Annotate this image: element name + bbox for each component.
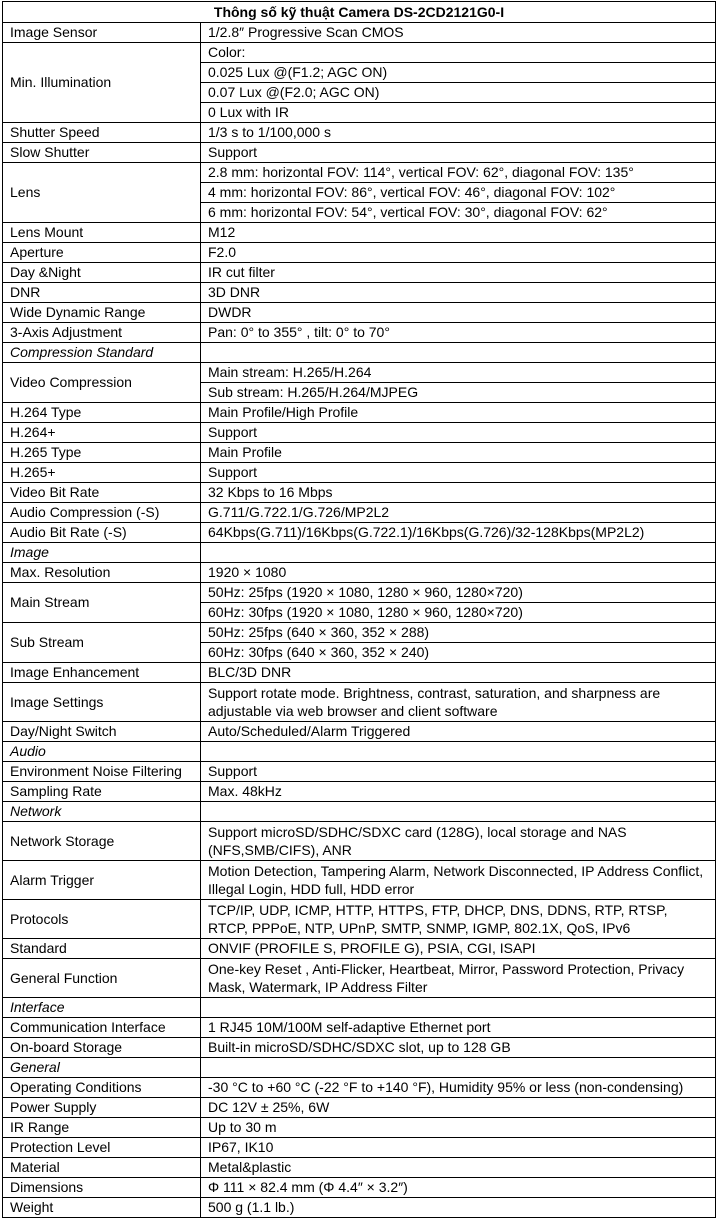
spec-row-on-board-storage [3, 1038, 716, 1058]
spec-row-network-storage [3, 822, 716, 861]
spec-value: Support [201, 762, 716, 782]
spec-value: 60Hz: 30fps (1920 × 1080, 1280 × 960, 1280×720) [201, 603, 716, 623]
spec-row-lens-mount [3, 223, 716, 243]
spec-row-h-265 [3, 463, 716, 483]
spec-value: 1/2.8″ Progressive Scan CMOS [201, 23, 716, 43]
spec-label: Slow Shutter [3, 143, 201, 163]
spec-value: ONVIF (PROFILE S, PROFILE G), PSIA, CGI, ISAPI [201, 939, 716, 959]
spec-label: Material [3, 1158, 201, 1178]
spec-row-video-compression [3, 363, 716, 383]
spec-label: Standard [3, 939, 201, 959]
spec-label: Audio Compression (-S) [3, 503, 201, 523]
spec-table-body [3, 2, 716, 1218]
spec-value: 3D DNR [201, 283, 716, 303]
spec-value: 4 mm: horizontal FOV: 86°, vertical FOV: 46°, diagonal FOV: 102° [201, 183, 716, 203]
spec-label: Alarm Trigger [3, 861, 201, 900]
spec-value: Up to 30 m [201, 1118, 716, 1138]
spec-value: Sub stream: H.265/H.264/MJPEG [201, 383, 716, 403]
spec-value: DC 12V ± 25%, 6W [201, 1098, 716, 1118]
spec-value: Metal&plastic [201, 1158, 716, 1178]
section-label: Network [3, 802, 201, 822]
spec-row-general-function [3, 959, 716, 998]
spec-label: Wide Dynamic Range [3, 303, 201, 323]
spec-value: 50Hz: 25fps (640 × 360, 352 × 288) [201, 623, 716, 643]
spec-row-3-axis-adjustment [3, 323, 716, 343]
spec-label: 3-Axis Adjustment [3, 323, 201, 343]
spec-value: Motion Detection, Tampering Alarm, Network Disconnected, IP Address Conflict, Illegal Login, HDD full, HDD error [201, 861, 716, 900]
spec-value: Main Profile/High Profile [201, 403, 716, 423]
spec-row-h-264-type [3, 403, 716, 423]
spec-value: IP67, IK10 [201, 1138, 716, 1158]
title-row [3, 2, 716, 23]
section-label: Interface [3, 998, 201, 1018]
section-empty-cell [201, 742, 716, 762]
spec-value: Φ 111 × 82.4 mm (Φ 4.4″ × 3.2″) [201, 1178, 716, 1198]
section-empty-cell [201, 343, 716, 363]
spec-row-day-night [3, 263, 716, 283]
spec-row-image-settings [3, 683, 716, 722]
spec-label: Network Storage [3, 822, 201, 861]
spec-value: Support [201, 463, 716, 483]
spec-label: Environment Noise Filtering [3, 762, 201, 782]
spec-label: Video Bit Rate [3, 483, 201, 503]
spec-value: 0 Lux with IR [201, 103, 716, 123]
spec-value: 2.8 mm: horizontal FOV: 114°, vertical FOV: 62°, diagonal FOV: 135° [201, 163, 716, 183]
spec-row-wide-dynamic-range [3, 303, 716, 323]
spec-value: TCP/IP, UDP, ICMP, HTTP, HTTPS, FTP, DHCP, DNS, DDNS, RTP, RTSP, RTCP, PPPoE, NTP, UPnP, SMTP, SNMP, IGMP, 802.1X, QoS, IPv6 [201, 900, 716, 939]
spec-label: Aperture [3, 243, 201, 263]
spec-row-sub-stream [3, 623, 716, 643]
spec-value: Color: [201, 43, 716, 63]
spec-value: 32 Kbps to 16 Mbps [201, 483, 716, 503]
spec-label: Min. Illumination [3, 43, 201, 123]
section-label: Compression Standard [3, 343, 201, 363]
section-row-interface [3, 998, 716, 1018]
spec-row-environment-noise-filtering [3, 762, 716, 782]
spec-row-communication-interface [3, 1018, 716, 1038]
spec-row-h-264 [3, 423, 716, 443]
spec-row-max-resolution [3, 563, 716, 583]
spec-value: Auto/Scheduled/Alarm Triggered [201, 722, 716, 742]
section-row-general [3, 1058, 716, 1078]
section-row-image [3, 543, 716, 563]
spec-value: 6 mm: horizontal FOV: 54°, vertical FOV: 30°, diagonal FOV: 62° [201, 203, 716, 223]
section-empty-cell [201, 1058, 716, 1078]
spec-label: Sub Stream [3, 623, 201, 663]
spec-row-min-illumination [3, 43, 716, 63]
spec-label: H.264+ [3, 423, 201, 443]
spec-row-lens [3, 163, 716, 183]
spec-label: IR Range [3, 1118, 201, 1138]
section-empty-cell [201, 802, 716, 822]
section-row-audio [3, 742, 716, 762]
spec-row-audio-bit-rate-s [3, 523, 716, 543]
spec-value: Max. 48kHz [201, 782, 716, 802]
spec-label: DNR [3, 283, 201, 303]
section-label: General [3, 1058, 201, 1078]
spec-label: Image Sensor [3, 23, 201, 43]
spec-value: G.711/G.722.1/G.726/MP2L2 [201, 503, 716, 523]
spec-value: IR cut filter [201, 263, 716, 283]
spec-value: Support rotate mode. Brightness, contrast, saturation, and sharpness are adjustable via web browser and client software [201, 683, 716, 722]
section-empty-cell [201, 543, 716, 563]
spec-label: H.264 Type [3, 403, 201, 423]
spec-value: Support microSD/SDHC/SDXC card (128G), local storage and NAS (NFS,SMB/CIFS), ANR [201, 822, 716, 861]
spec-value: 64Kbps(G.711)/16Kbps(G.722.1)/16Kbps(G.726)/32-128Kbps(MP2L2) [201, 523, 716, 543]
section-label: Image [3, 543, 201, 563]
spec-value: 0.07 Lux @(F2.0; AGC ON) [201, 83, 716, 103]
spec-label: Day/Night Switch [3, 722, 201, 742]
spec-label: H.265+ [3, 463, 201, 483]
spec-row-material [3, 1158, 716, 1178]
spec-row-dimensions [3, 1178, 716, 1198]
spec-label: Video Compression [3, 363, 201, 403]
spec-value: F2.0 [201, 243, 716, 263]
spec-label: Lens Mount [3, 223, 201, 243]
spec-label: Communication Interface [3, 1018, 201, 1038]
spec-row-audio-compression-s [3, 503, 716, 523]
spec-value: M12 [201, 223, 716, 243]
spec-row-weight [3, 1198, 716, 1218]
spec-value: 0.025 Lux @(F1.2; AGC ON) [201, 63, 716, 83]
spec-row-power-supply [3, 1098, 716, 1118]
spec-row-protocols [3, 900, 716, 939]
spec-label: General Function [3, 959, 201, 998]
section-row-network [3, 802, 716, 822]
spec-value: One-key Reset , Anti-Flicker, Heartbeat, Mirror, Password Protection, Privacy Mask, Watermark, IP Address Filter [201, 959, 716, 998]
spec-value: Built-in microSD/SDHC/SDXC slot, up to 128 GB [201, 1038, 716, 1058]
spec-label: Protection Level [3, 1138, 201, 1158]
spec-value: 60Hz: 30fps (640 × 360, 352 × 240) [201, 643, 716, 663]
spec-row-standard [3, 939, 716, 959]
section-row-compression-standard [3, 343, 716, 363]
spec-row-image-enhancement [3, 663, 716, 683]
spec-label: Max. Resolution [3, 563, 201, 583]
spec-value: Support [201, 423, 716, 443]
spec-value: -30 °C to +60 °C (-22 °F to +140 °F), Humidity 95% or less (non-condensing) [201, 1078, 716, 1098]
spec-row-shutter-speed [3, 123, 716, 143]
spec-value: Support [201, 143, 716, 163]
spec-label: Operating Conditions [3, 1078, 201, 1098]
spec-row-dnr [3, 283, 716, 303]
spec-label: Dimensions [3, 1178, 201, 1198]
spec-label: Shutter Speed [3, 123, 201, 143]
spec-label: Audio Bit Rate (-S) [3, 523, 201, 543]
spec-label: Protocols [3, 900, 201, 939]
spec-label: Image Settings [3, 683, 201, 722]
spec-label: Lens [3, 163, 201, 223]
spec-value: 50Hz: 25fps (1920 × 1080, 1280 × 960, 1280×720) [201, 583, 716, 603]
spec-label: On-board Storage [3, 1038, 201, 1058]
spec-row-video-bit-rate [3, 483, 716, 503]
spec-value: 500 g (1.1 lb.) [201, 1198, 716, 1218]
spec-row-day-night-switch [3, 722, 716, 742]
spec-row-alarm-trigger [3, 861, 716, 900]
spec-row-h-265-type [3, 443, 716, 463]
spec-value: 1/3 s to 1/100,000 s [201, 123, 716, 143]
spec-value: Main stream: H.265/H.264 [201, 363, 716, 383]
spec-row-operating-conditions [3, 1078, 716, 1098]
spec-label: Day &Night [3, 263, 201, 283]
spec-row-main-stream [3, 583, 716, 603]
table-title: Thông số kỹ thuật Camera DS-2CD2121G0-I [3, 2, 716, 23]
spec-row-aperture [3, 243, 716, 263]
spec-row-sampling-rate [3, 782, 716, 802]
spec-label: H.265 Type [3, 443, 201, 463]
spec-label: Power Supply [3, 1098, 201, 1118]
spec-label: Weight [3, 1198, 201, 1218]
spec-row-image-sensor [3, 23, 716, 43]
spec-value: BLC/3D DNR [201, 663, 716, 683]
spec-value: Main Profile [201, 443, 716, 463]
spec-row-ir-range [3, 1118, 716, 1138]
section-label: Audio [3, 742, 201, 762]
spec-label: Sampling Rate [3, 782, 201, 802]
spec-row-protection-level [3, 1138, 716, 1158]
section-empty-cell [201, 998, 716, 1018]
spec-value: DWDR [201, 303, 716, 323]
spec-value: 1 RJ45 10M/100M self-adaptive Ethernet port [201, 1018, 716, 1038]
spec-row-slow-shutter [3, 143, 716, 163]
spec-table [2, 1, 716, 1218]
spec-label: Image Enhancement [3, 663, 201, 683]
spec-value: 1920 × 1080 [201, 563, 716, 583]
spec-label: Main Stream [3, 583, 201, 623]
spec-value: Pan: 0° to 355° , tilt: 0° to 70° [201, 323, 716, 343]
